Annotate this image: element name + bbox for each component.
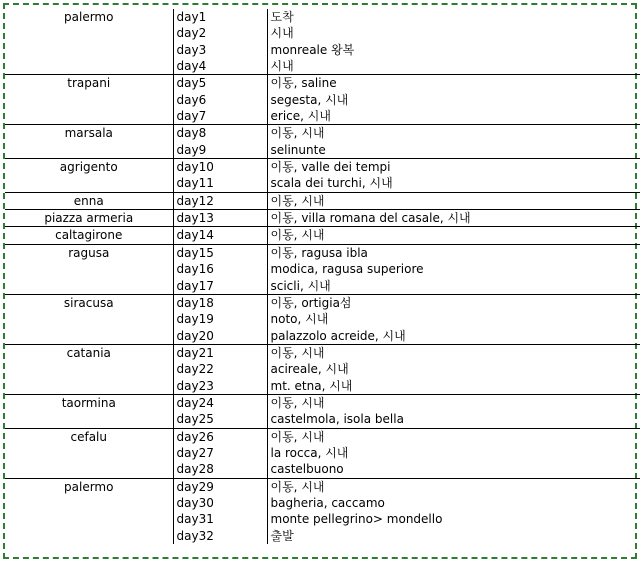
table-row: [5, 244, 640, 261]
day-cell[interactable]: day17: [173, 278, 267, 295]
city-cell[interactable]: piazza armeria: [5, 210, 173, 227]
plan-cell[interactable]: 이동, ortigia섬: [267, 294, 640, 311]
day-cell[interactable]: day11: [173, 175, 267, 192]
plan-cell[interactable]: 시내: [270, 26, 294, 41]
day-cell[interactable]: day14: [173, 227, 267, 244]
table-row: [5, 344, 640, 361]
table-row: [5, 428, 640, 445]
plan-cell[interactable]: 시내: [270, 59, 294, 74]
city-cell[interactable]: siracusa: [5, 294, 173, 344]
plan-cell[interactable]: 도착: [270, 10, 294, 24]
table-row: [5, 478, 640, 495]
day-cell[interactable]: day19: [173, 311, 267, 327]
day-cell[interactable]: day30: [173, 495, 267, 511]
table-row: [5, 125, 640, 142]
itinerary-table: [5, 9, 640, 544]
plan-cell[interactable]: modica, ragusa superiore: [270, 262, 424, 277]
plan-cell[interactable]: acireale, 시내: [270, 362, 349, 377]
day-cell[interactable]: day9: [173, 142, 267, 159]
city-cell[interactable]: cefalu: [5, 428, 173, 478]
day-cell[interactable]: day21: [173, 344, 267, 361]
city-cell[interactable]: caltagirone: [5, 227, 173, 244]
plan-cell[interactable]: 출발: [270, 528, 294, 543]
city-cell[interactable]: taormina: [5, 394, 173, 428]
city-cell[interactable]: palermo: [5, 478, 173, 544]
plan-cell[interactable]: monte pellegrino> mondello: [270, 512, 443, 527]
plan-cell[interactable]: scala dei turchi, 시내: [270, 176, 393, 191]
day-cell[interactable]: day6: [173, 92, 267, 108]
plan-cell[interactable]: monreale 왕복: [270, 42, 355, 57]
itinerary-body: [5, 9, 640, 544]
plan-cell[interactable]: castelmola, isola bella: [270, 412, 404, 427]
plan-cell[interactable]: 이동, 시내: [267, 125, 640, 142]
day-cell[interactable]: day3: [173, 42, 267, 58]
plan-cell[interactable]: selinunte: [270, 142, 326, 157]
plan-cell[interactable]: 이동, valle dei tempi: [267, 159, 640, 176]
day-cell[interactable]: day1: [173, 9, 267, 25]
day-cell[interactable]: day18: [173, 294, 267, 311]
plan-cell[interactable]: 이동, 시내: [267, 344, 640, 361]
city-cell[interactable]: marsala: [5, 125, 173, 159]
day-cell[interactable]: day8: [173, 125, 267, 142]
plan-cell[interactable]: 이동, 시내: [267, 192, 640, 209]
table-row: [5, 159, 640, 176]
day-cell[interactable]: day5: [173, 75, 267, 92]
city-cell[interactable]: agrigento: [5, 159, 173, 193]
plan-cell[interactable]: 이동, 시내: [267, 394, 640, 411]
plan-cell[interactable]: noto, 시내: [270, 312, 329, 327]
plan-cell[interactable]: mt. etna, 시내: [270, 378, 353, 393]
day-cell[interactable]: day26: [173, 428, 267, 445]
table-row: [5, 192, 640, 209]
plan-cell[interactable]: 이동, saline: [267, 75, 640, 92]
plan-cell[interactable]: scicli, 시내: [270, 278, 331, 293]
table-row: [5, 210, 640, 227]
city-cell[interactable]: palermo: [5, 9, 173, 75]
plan-cell[interactable]: palazzolo acreide, 시내: [270, 328, 406, 343]
plan-cell[interactable]: segesta, 시내: [270, 92, 349, 107]
day-cell[interactable]: day10: [173, 159, 267, 176]
day-cell[interactable]: day29: [173, 478, 267, 495]
day-cell[interactable]: day27: [173, 445, 267, 461]
table-row: [5, 394, 640, 411]
day-cell[interactable]: day13: [173, 210, 267, 227]
city-cell[interactable]: enna: [5, 192, 173, 209]
plan-cell[interactable]: la rocca, 시내: [270, 445, 349, 460]
plan-cell[interactable]: 이동, villa romana del casale, 시내: [267, 210, 640, 227]
city-cell[interactable]: catania: [5, 344, 173, 394]
table-row: [5, 227, 640, 244]
day-cell[interactable]: day31: [173, 511, 267, 527]
city-cell[interactable]: ragusa: [5, 244, 173, 294]
spreadsheet-selection[interactable]: [3, 3, 637, 559]
plan-cell[interactable]: 이동, ragusa ibla: [267, 244, 640, 261]
day-cell[interactable]: day16: [173, 261, 267, 277]
day-cell[interactable]: day28: [173, 461, 267, 478]
table-row: [5, 75, 640, 92]
city-cell[interactable]: trapani: [5, 75, 173, 125]
day-cell[interactable]: day22: [173, 361, 267, 377]
day-cell[interactable]: day15: [173, 244, 267, 261]
day-cell[interactable]: day12: [173, 192, 267, 209]
table-row: [5, 294, 640, 311]
plan-cell[interactable]: 이동, 시내: [267, 428, 640, 445]
day-cell[interactable]: day2: [173, 25, 267, 41]
day-cell[interactable]: day24: [173, 394, 267, 411]
day-cell[interactable]: day20: [173, 328, 267, 345]
table-row: [5, 9, 640, 25]
day-cell[interactable]: day4: [173, 58, 267, 75]
day-cell[interactable]: day25: [173, 411, 267, 428]
day-cell[interactable]: day7: [173, 108, 267, 125]
day-cell[interactable]: day23: [173, 378, 267, 395]
day-cell[interactable]: day32: [173, 528, 267, 544]
plan-cell[interactable]: erice, 시내: [270, 109, 331, 124]
plan-cell[interactable]: castelbuono: [270, 462, 344, 477]
plan-cell[interactable]: bagheria, caccamo: [270, 495, 385, 510]
plan-cell[interactable]: 이동, 시내: [267, 478, 640, 495]
plan-cell[interactable]: 이동, 시내: [267, 227, 640, 244]
